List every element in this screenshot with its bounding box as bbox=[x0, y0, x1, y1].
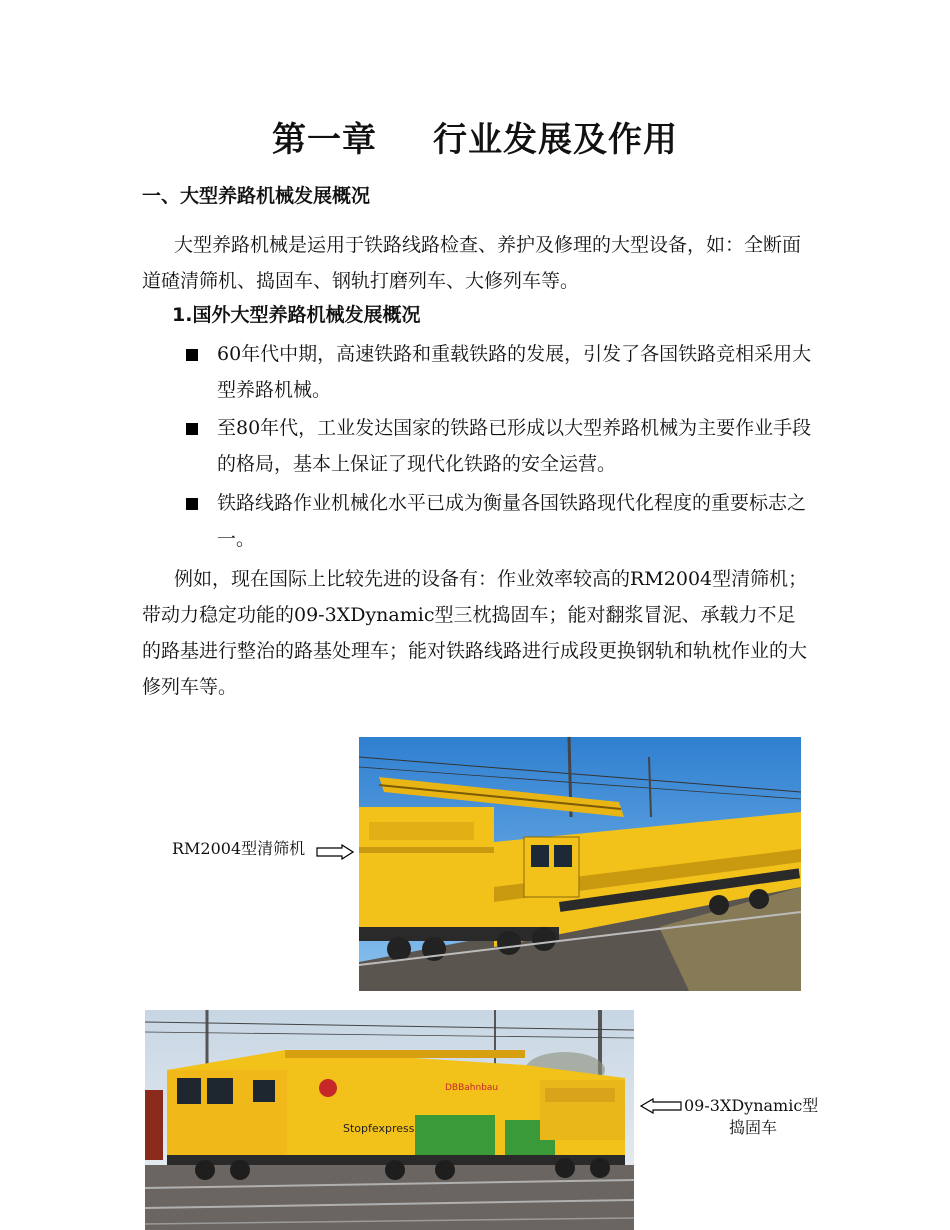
square-bullet-icon bbox=[186, 349, 198, 361]
bullet-item bbox=[186, 336, 814, 408]
subsection-heading: 1.国外大型养路机械发展概况 bbox=[172, 304, 421, 326]
square-bullet-icon bbox=[186, 498, 198, 510]
db-logo-text: DBBahnbau bbox=[445, 1083, 499, 1093]
photo2-caption-line1: 09-3XDynamic型 bbox=[684, 1096, 819, 1115]
bullet-text: 铁路线路作业机械化水平已成为衡量各国铁路现代化程度的重要标志之一。 bbox=[217, 492, 807, 550]
chapter-title bbox=[0, 112, 950, 161]
left-arrow-icon bbox=[640, 1098, 682, 1114]
photo1-caption: RM2004型清筛机 bbox=[172, 839, 306, 858]
machine-side-text: Stopfexpress bbox=[343, 1122, 415, 1135]
tamping-machine-photo bbox=[145, 1010, 634, 1230]
photo2-caption-line2: 捣固车 bbox=[729, 1118, 778, 1137]
intro-paragraph: 大型养路机械是运用于铁路线路检查、养护及修理的大型设备，如：全断面道碴清筛机、捣固车、钢轨打磨列车、大修列车等。 bbox=[142, 234, 802, 292]
bullet-text: 至80年代，工业发达国家的铁路已形成以大型养路机械为主要作业手段的格局，基本上保证了现代化铁路的安全运营。 bbox=[217, 417, 812, 475]
rm2004-photo bbox=[359, 737, 801, 991]
bullet-text: 60年代中期，高速铁路和重载铁路的发展，引发了各国铁路竞相采用大型养路机械。 bbox=[217, 343, 812, 401]
bullet-item bbox=[186, 410, 814, 482]
chapter-number: 第一章 bbox=[272, 120, 377, 160]
square-bullet-icon bbox=[186, 423, 198, 435]
right-arrow-icon bbox=[316, 844, 354, 860]
chapter-name: 行业发展及作用 bbox=[433, 120, 678, 160]
bullet-item bbox=[186, 485, 814, 557]
example-paragraph: 例如，现在国际上比较先进的设备有：作业效率较高的RM2004型清筛机；带动力稳定功能的09-3XDynamic型三枕捣固车；能对翻浆冒泥、承载力不足的路基进行整治的路基处理车；能对铁路线路进行成段更换钢轨和轨枕作业的大修列车等。 bbox=[142, 568, 808, 698]
section-heading: 一、大型养路机械发展概况 bbox=[142, 185, 371, 207]
